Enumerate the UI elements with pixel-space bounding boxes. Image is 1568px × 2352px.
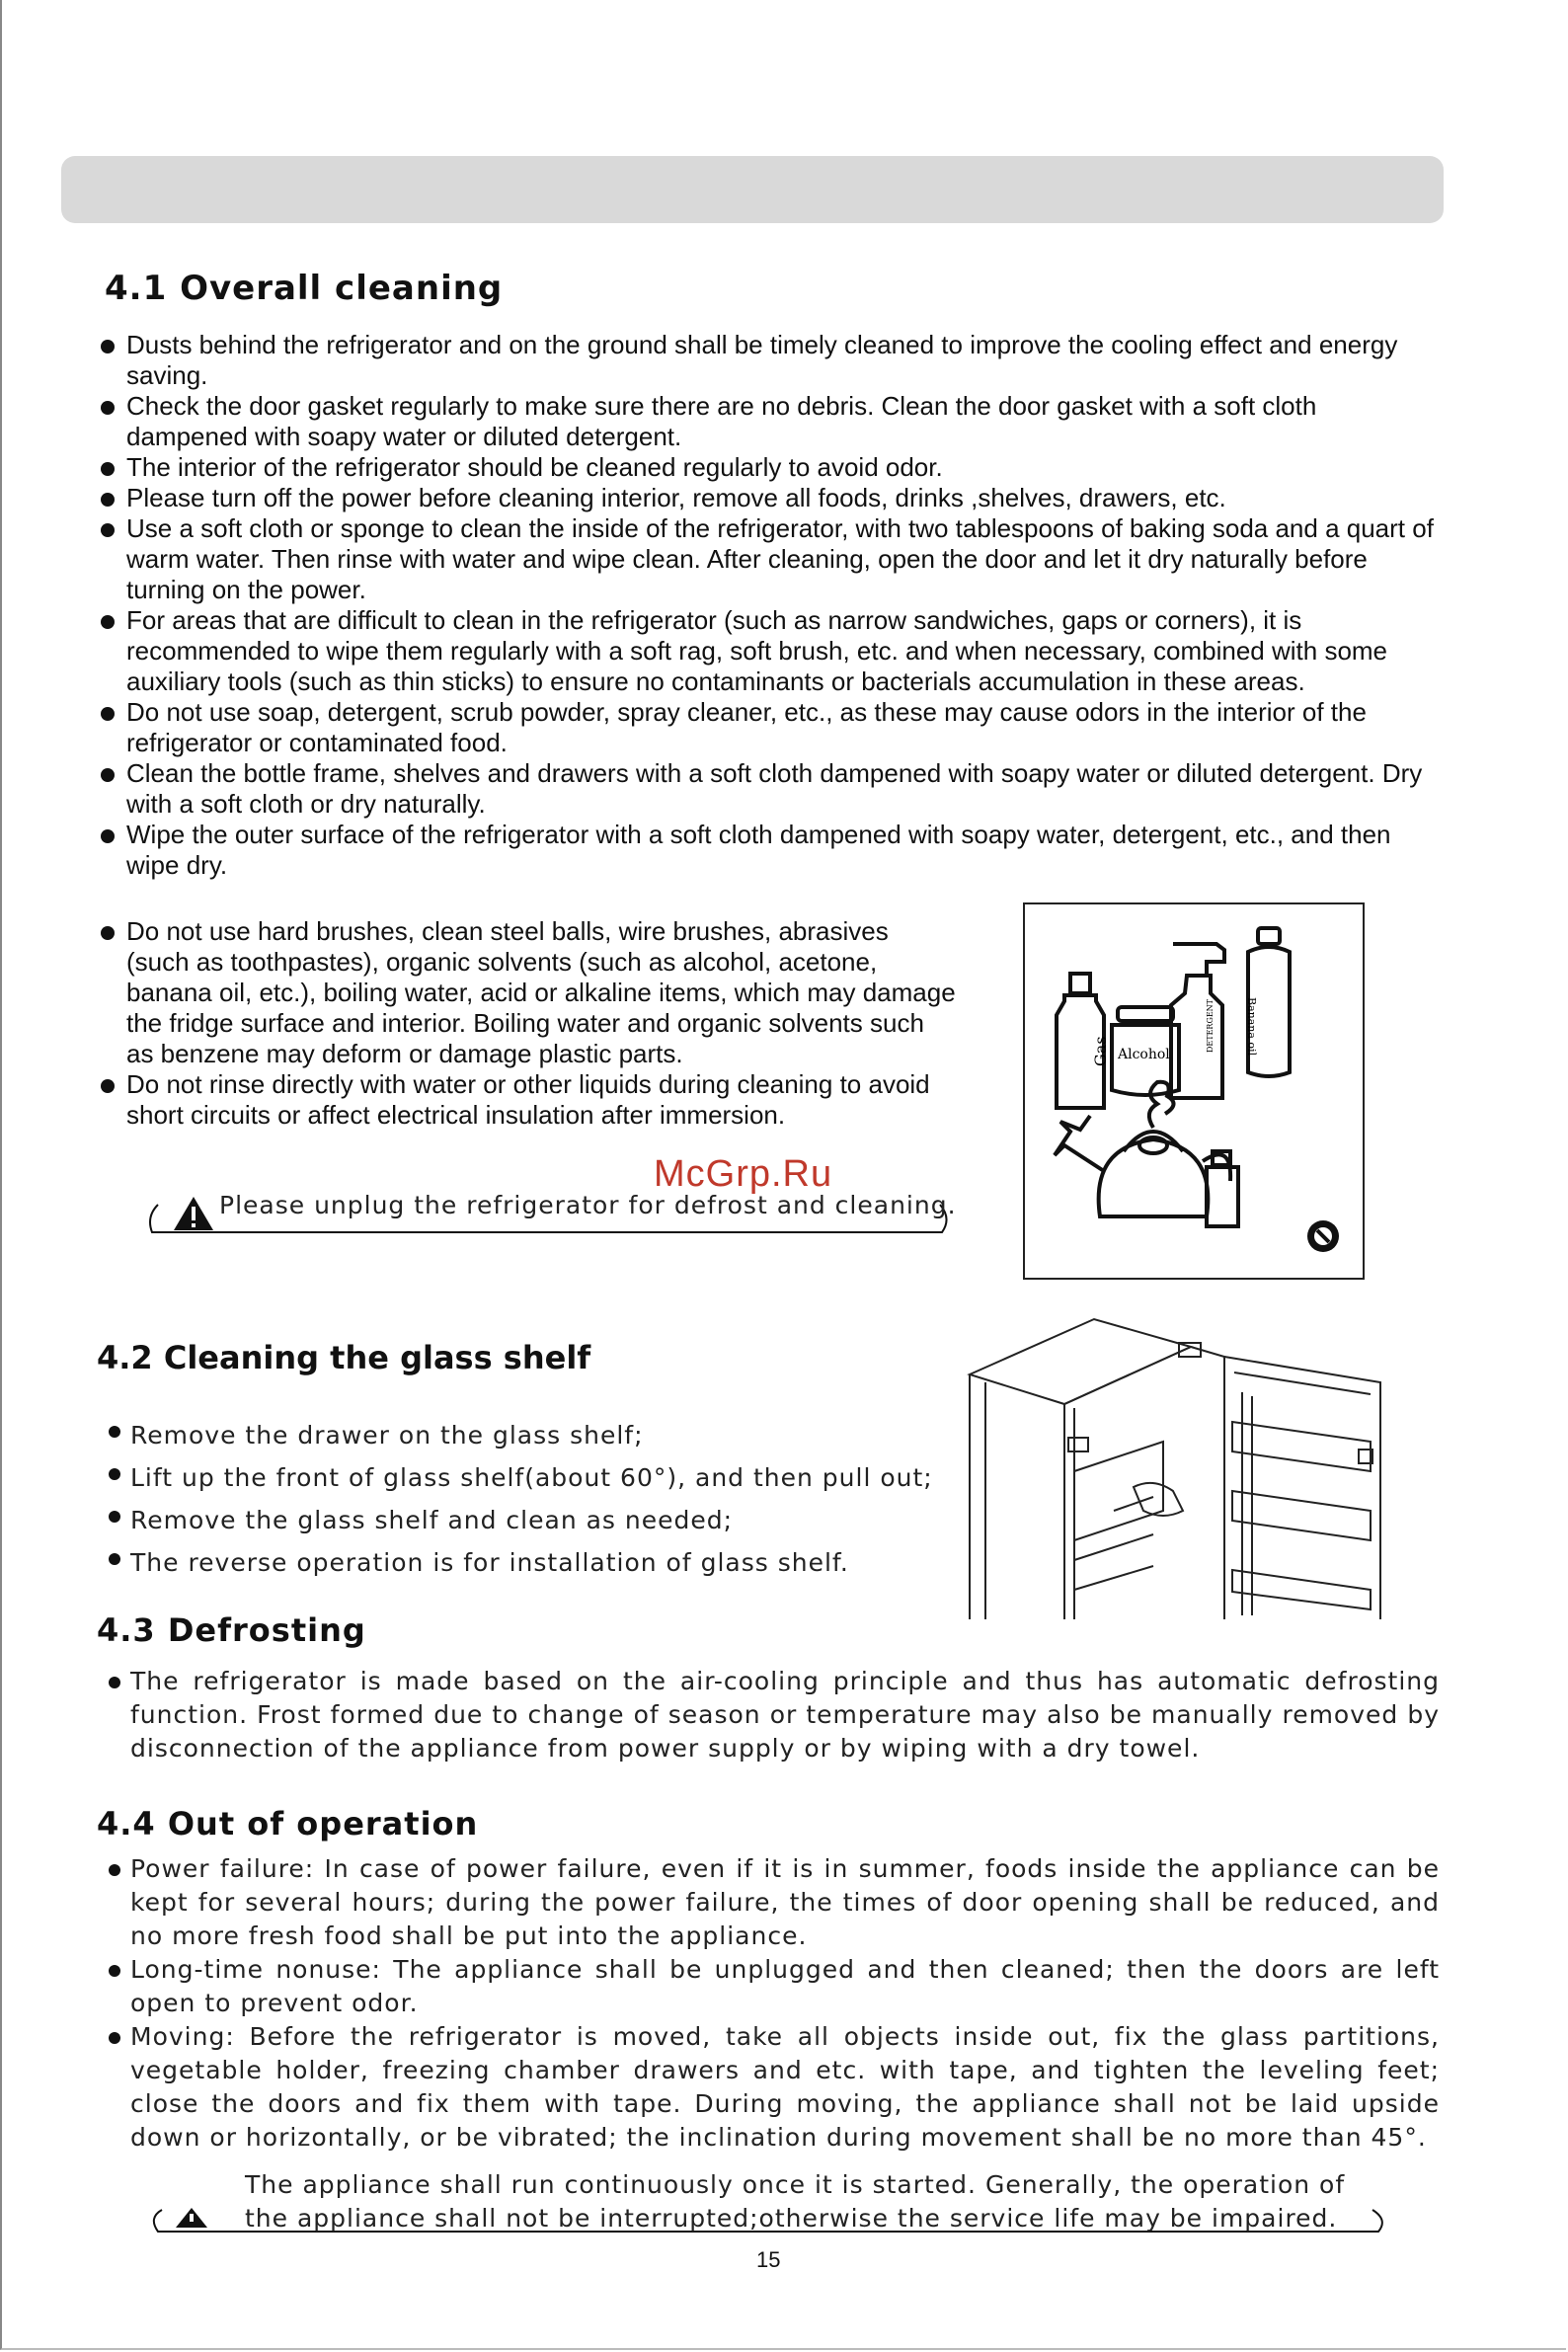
- alcohol-label: Alcohol: [1118, 1047, 1170, 1062]
- section-4-4-list: [97, 1852, 1440, 2155]
- gas-label: Gas: [1091, 1036, 1110, 1066]
- list-item: Wipe the outer surface of the refrigerator with a soft cloth dampened with soapy water, detergent, etc., and then wipe dry.: [59, 820, 1442, 881]
- banana-label: Banana oil: [1245, 997, 1258, 1057]
- list-item: For areas that are difficult to clean in the refrigerator (such as narrow sandwiches, gaps or corners), it is recommended to wipe them regularly with a soft rag, soft brush, etc. and when necessary, combined with some auxiliary tools (such as thin sticks) to ensure no contaminants or bacterials accumulation in these areas.: [59, 605, 1442, 697]
- watermark-text: McGrp.Ru: [654, 1153, 833, 1195]
- list-item: Do not use soap, detergent, scrub powder, spray cleaner, etc., as these may cause odors in the interior of the refrigerator or contaminated food.: [59, 697, 1442, 758]
- chemicals-illustration: [1025, 904, 1363, 1278]
- prohibited-icon: [1307, 1220, 1339, 1252]
- section-4-3-title: 4.3 Defrosting: [97, 1611, 366, 1649]
- kettle-icon: [1055, 1082, 1230, 1216]
- fridge-glass-shelf-illustration: [966, 1313, 1400, 1621]
- list-item: Use a soft cloth or sponge to clean the inside of the refrigerator, with two tablespoons of baking soda and a quart of warm water. Then rinse with water and wipe clean. After cleaning, open the door and let it dry naturally before turning on the power.: [59, 513, 1442, 605]
- list-item: The interior of the refrigerator should be cleaned regularly to avoid odor.: [59, 452, 1442, 483]
- list-item: The refrigerator is made based on the air-cooling principle and thus has automatic defrosting function. Frost formed due to change of season or temperature may also be manually removed by disconnection of the appliance from power supply or by wiping with a dry towel.: [97, 1665, 1440, 1765]
- operation-notice-line-2: the appliance shall not be interrupted;otherwise the service life may be impaired.: [245, 2204, 1338, 2233]
- list-item: Do not rinse directly with water or other liquids during cleaning to avoid short circuits or affect electrical insulation after immersion.: [59, 1069, 958, 1131]
- unplug-warning-text: Please unplug the refrigerator for defrost and cleaning.: [219, 1191, 957, 1219]
- list-item: Long-time nonuse: The appliance shall be unplugged and then cleaned; then the doors are left open to prevent odor.: [97, 1953, 1440, 2020]
- warning-triangle-icon: [174, 1197, 213, 1230]
- section-4-2-list: [97, 1414, 966, 1584]
- detergent-label: DETERGENT: [1206, 998, 1215, 1053]
- section-4-4-title: 4.4 Out of operation: [97, 1805, 479, 1842]
- section-4-3-list: [97, 1665, 1440, 1765]
- section-4-2-title: 4.2 Cleaning the glass shelf: [97, 1339, 591, 1376]
- operation-notice-line-1: The appliance shall run continuously once it is started. Generally, the operation of: [245, 2170, 1346, 2199]
- section-4-1-list: [59, 330, 1442, 881]
- no-chemicals-figure: [1023, 902, 1365, 1280]
- list-item: Moving: Before the refrigerator is moved, take all objects inside out, fix the glass partitions, vegetable holder, freezing chamber drawers and etc. with tape, and tighten the leveling feet; close the doors and fix them with tape. During moving, the appliance shall not be laid upside down or horizontally, or be vibrated; the inclination during movement shall be no more than 45°.: [97, 2020, 1440, 2155]
- section-4-1-title: 4.1 Overall cleaning: [105, 269, 504, 308]
- list-item: Remove the glass shelf and clean as needed;: [97, 1499, 966, 1541]
- list-item: Remove the drawer on the glass shelf;: [97, 1414, 966, 1456]
- list-item: Check the door gasket regularly to make sure there are no debris. Clean the door gasket with a soft cloth dampened with soapy water or diluted detergent.: [59, 391, 1442, 452]
- small-bottle-icon: [1207, 1151, 1238, 1226]
- section-4-1-list-narrow: [59, 916, 958, 1131]
- warning-triangle-icon: [176, 2208, 207, 2228]
- page-number: 15: [756, 2247, 781, 2272]
- chapter-header-bar: [61, 156, 1444, 223]
- list-item: Do not use hard brushes, clean steel balls, wire brushes, abrasives (such as toothpastes), organic solvents (such as alcohol, acetone, banana oil, etc.), boiling water, acid or alkaline items, which may damage the fridge surface and interior. Boiling water and organic solvents such as benzene may deform or damage plastic parts.: [59, 916, 958, 1069]
- list-item: Dusts behind the refrigerator and on the ground shall be timely cleaned to improve the cooling effect and energy saving.: [59, 330, 1442, 391]
- list-item: Please turn off the power before cleaning interior, remove all foods, drinks ,shelves, drawers, etc.: [59, 483, 1442, 513]
- list-item: The reverse operation is for installation of glass shelf.: [97, 1541, 966, 1584]
- list-item: Power failure: In case of power failure, even if it is in summer, foods inside the appliance can be kept for several hours; during the power failure, the times of door opening shall be reduced, and no more fresh food shall be put into the appliance.: [97, 1852, 1440, 1953]
- list-item: Lift up the front of glass shelf(about 60°), and then pull out;: [97, 1456, 966, 1499]
- list-item: Clean the bottle frame, shelves and drawers with a soft cloth dampened with soapy water or diluted detergent. Dry with a soft cloth or dry naturally.: [59, 758, 1442, 820]
